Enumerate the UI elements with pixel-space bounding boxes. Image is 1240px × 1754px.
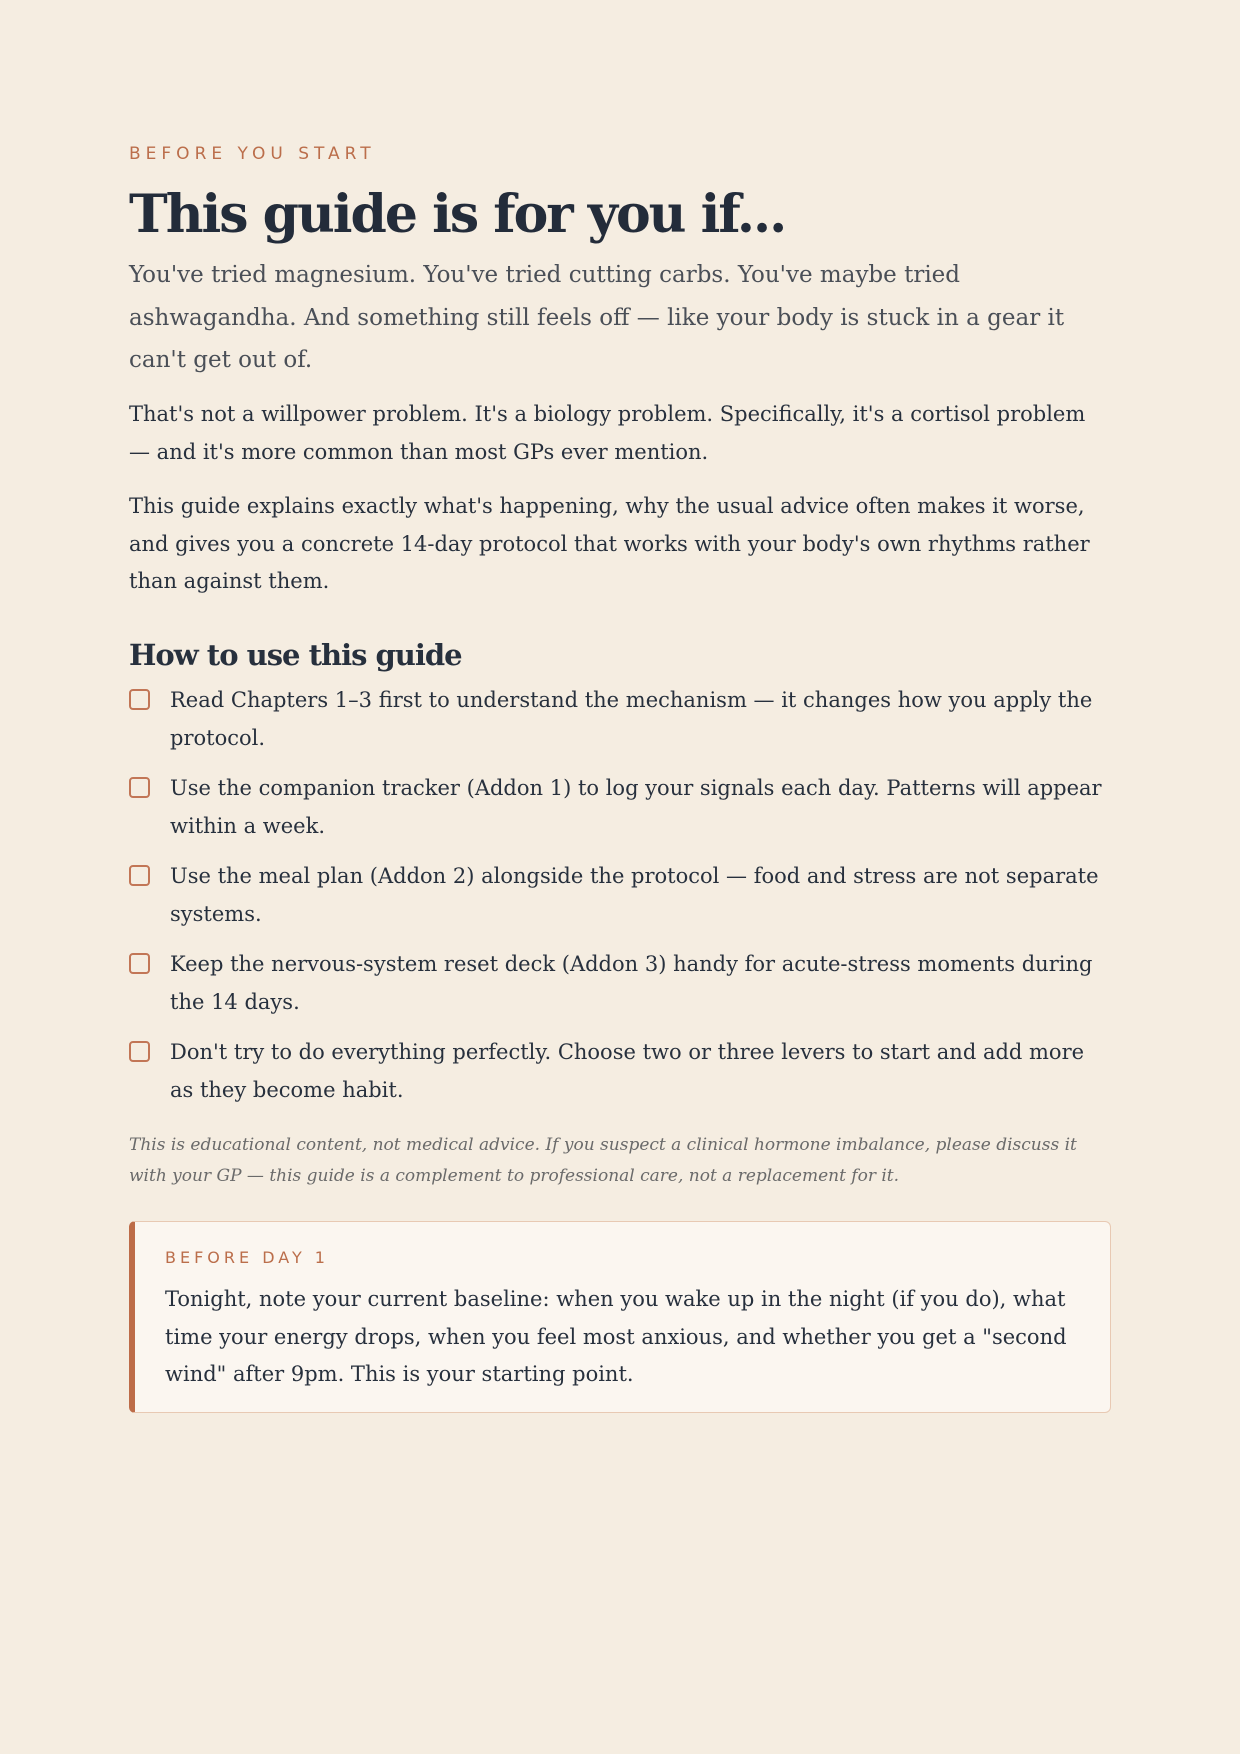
checklist-item — [129, 770, 1111, 845]
body-paragraph-1: That's not a willpower problem. It's a biology problem. Specifically, it's a cortisol problem — and it's more common than most GPs ever mention. — [129, 402, 1086, 464]
checklist-item-text: Keep the nervous-system reset deck (Addon 3) handy for acute-stress moments during the 14 days. — [170, 952, 1093, 1014]
medical-disclaimer: This is educational content, not medical advice. If you suspect a clinical hormone imbalance, please discuss it with your GP — this guide is a complement to professional care, not a replacement for it. — [129, 1135, 1077, 1186]
checklist-item — [129, 682, 1111, 757]
checkbox[interactable] — [129, 953, 150, 974]
checklist-item-text: Read Chapters 1–3 first to understand the mechanism — it changes how you apply the protocol. — [170, 688, 1093, 750]
how-to-checklist — [129, 682, 1111, 1122]
before-day-1-callout — [129, 1221, 1111, 1413]
checklist-item-text: Don't try to do everything perfectly. Choose two or three levers to start and add more as they become habit. — [170, 1040, 1085, 1102]
section-eyebrow: BEFORE YOU START — [129, 144, 376, 164]
checkbox[interactable] — [129, 689, 150, 710]
checkbox[interactable] — [129, 777, 150, 798]
checklist-item — [129, 1034, 1111, 1109]
checklist-item-text: Use the meal plan (Addon 2) alongside the protocol — food and stress are not separate systems. — [170, 864, 1099, 926]
callout-label: BEFORE DAY 1 — [165, 1248, 329, 1267]
body-paragraph-2: This guide explains exactly what's happening, why the usual advice often makes it worse, and gives you a concrete 14-day protocol that works with your body's own rhythms rather than against them. — [129, 494, 1090, 593]
checklist-item — [129, 946, 1111, 1021]
callout-text: Tonight, note your current baseline: when you wake up in the night (if you do), what time your energy drops, when you feel most anxious, and whether you get a "second wind" after 9pm. This is your starting point. — [165, 1287, 1067, 1386]
lead-paragraph: You've tried magnesium. You've tried cutting carbs. You've maybe tried ashwagandha. And something still feels off — like your body is stuck in a gear it can't get out of. — [129, 262, 1065, 373]
checklist-item — [129, 858, 1111, 933]
checkbox[interactable] — [129, 865, 150, 886]
checklist-item-text: Use the companion tracker (Addon 1) to log your signals each day. Patterns will appear within a week. — [170, 776, 1102, 838]
page-title: This guide is for you if... — [129, 184, 786, 245]
how-to-heading: How to use this guide — [129, 638, 462, 672]
checkbox[interactable] — [129, 1041, 150, 1062]
